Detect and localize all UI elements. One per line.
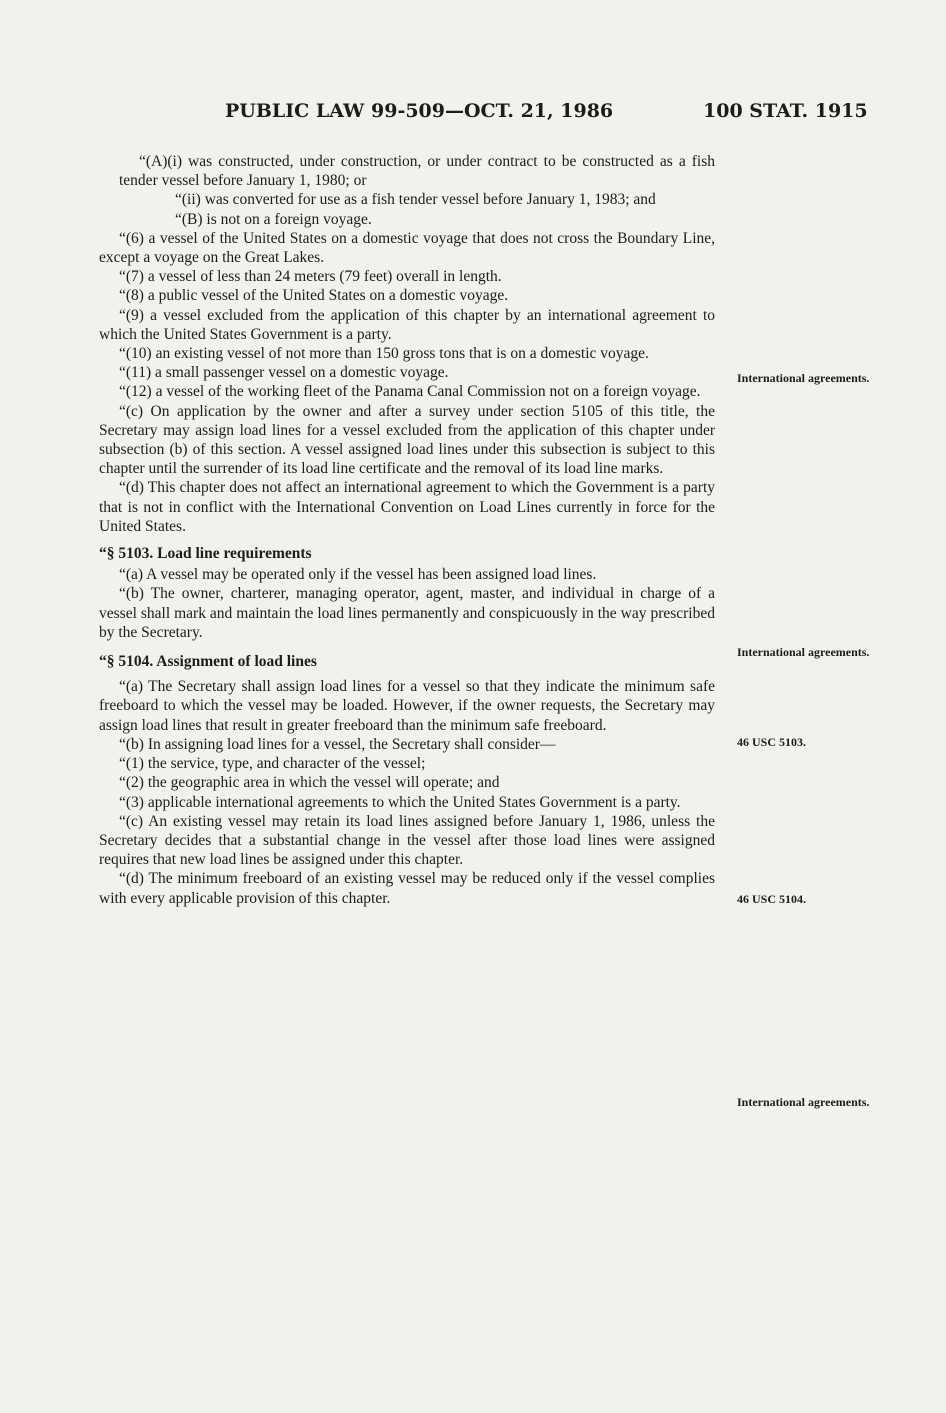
paragraph-b: “(B) is not on a foreign voyage. [175,210,372,228]
header-public-law: PUBLIC LAW 99-509—OCT. 21, 1986 [225,100,614,122]
page-header [0,100,946,130]
section-5104-heading: “§ 5104. Assignment of load lines [99,653,317,671]
header-stat-page: 100 STAT. 1915 [703,100,868,122]
section-5104-a: “(a) The Secretary shall assign load lines for a vessel so that they indicate the minimum safe freeboard to which the vessel may be loaded. However, if the owner requests, the Secretary may assign load lines that result in greater freeboard than the minimum safe freeboard. [99,678,715,734]
paragraph-9: “(9) a vessel excluded from the application of this chapter by an international agreement to which the United States Government is a party. [99,306,715,343]
section-5103-b: “(b) The owner, charterer, managing operator, agent, master, and individual in charge of a vessel shall mark and maintain the load lines permanently and conspicuously in the way prescribed by the Secretary. [99,585,715,641]
body-text [99,152,715,908]
paragraph-7: “(7) a vessel of less than 24 meters (79 feet) overall in length. [119,268,502,286]
paragraph-10: “(10) an existing vessel of not more than 150 gross tons that is on a domestic voyage. [119,345,649,363]
section-5104-b: “(b) In assigning load lines for a vessel, the Secretary shall consider— [119,735,556,753]
margin-note-46-usc-5103: 46 USC 5103. [737,735,807,749]
subsection-d: “(d) This chapter does not affect an international agreement to which the Government is a party that is not in conflict with the International Convention on Load Lines currently in force for the United States. [99,479,715,535]
margin-note-international-agreements-3: International agreements. [737,1095,870,1109]
paragraph-a-i: “(A)(i) was constructed, under construction, or under contract to be constructed as a fish tender vessel before January 1, 1980; or [119,153,715,190]
section-5104-c: “(c) An existing vessel may retain its load lines assigned before January 1, 1986, unless the Secretary decides that a substantial change in the vessel after those load lines were assigned requires that new load lines be assigned under this chapter. [99,812,715,869]
paragraph-8: “(8) a public vessel of the United States on a domestic voyage. [119,287,509,305]
section-5104-b-1: “(1) the service, type, and character of the vessel; [119,755,426,773]
paragraph-6: “(6) a vessel of the United States on a domestic voyage that does not cross the Boundary Line, except a voyage on the Great Lakes. [99,229,715,267]
section-5103-a: “(a) A vessel may be operated only if the vessel has been assigned load lines. [119,566,597,584]
section-5103-heading: “§ 5103. Load line requirements [99,545,312,563]
paragraph-11: “(11) a small passenger vessel on a domestic voyage. [119,364,449,382]
margin-note-46-usc-5104: 46 USC 5104. [737,892,807,906]
paragraph-12: “(12) a vessel of the working fleet of the Panama Canal Commission not on a foreign voyage. [119,383,701,401]
section-5104-b-2: “(2) the geographic area in which the vessel will operate; and [119,774,500,792]
margin-note-international-agreements-2: International agreements. [737,645,870,659]
section-5104-b-3: “(3) applicable international agreements to which the United States Government is a party. [119,793,681,811]
subsection-c: “(c) On application by the owner and after a survey under section 5105 of this title, the Secretary may assign load lines for a vessel excluded from the application of this chapter under subsection (b) of this section. A vessel assigned load lines under this subsection is subject to this chapter until the surrender of its load line certificate and the removal of its load line marks. [99,402,715,478]
section-5104-d: “(d) The minimum freeboard of an existing vessel may be reduced only if the vessel complies with every applicable provision of this chapter. [99,870,715,907]
paragraph-a-ii: “(ii) was converted for use as a fish tender vessel before January 1, 1983; and [175,191,656,209]
margin-note-international-agreements-1: International agreements. [737,371,870,385]
